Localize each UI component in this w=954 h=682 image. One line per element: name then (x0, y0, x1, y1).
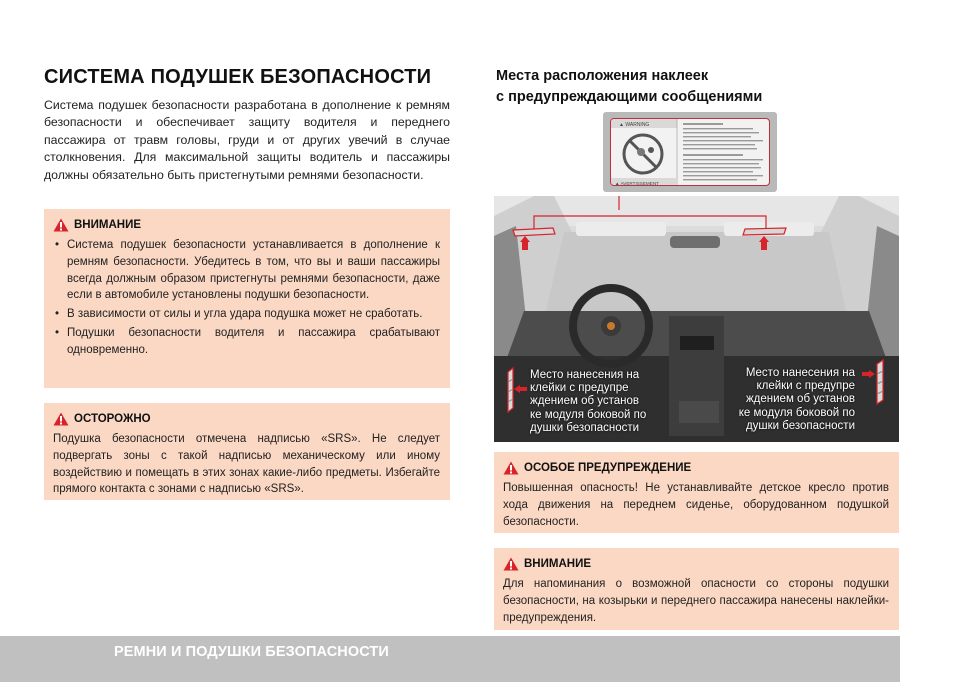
section-heading-line2: с предупреждающими сообщениями (496, 89, 763, 105)
special-warning-title: ОСОБОЕ ПРЕДУПРЕЖДЕНИЕ (524, 462, 692, 474)
attention-box-title: ВНИМАНИЕ (74, 219, 142, 231)
warning-triangle-icon (53, 412, 69, 426)
caption-line: ке модуля боковой по (738, 406, 855, 419)
attention-box-right-header (503, 556, 889, 572)
sticker-header-top: ▲ WARNING (619, 122, 650, 128)
special-warning-header (503, 460, 889, 476)
intro-paragraph: Система подушек безопасности разработана в дополнение к ремням безопасности и обеспечивает защиту водителя и переднего пассажира от травм головы, груди и от других увечий в случае столкновения. Для максимальной защиты водитель и пассажиры должны обязательно быть пристегнутыми ремнями безопасности. (44, 98, 450, 182)
special-warning-text: Повышенная опасность! Не устанавливайте детское кресло против хода движения на переднем сиденье, оборудованном подушкой безопасности. (503, 482, 889, 528)
caution-box (44, 403, 450, 500)
caution-box-title: ОСТОРОЖНО (74, 413, 151, 425)
attention-bullet-list (53, 237, 440, 359)
caption-right-side-airbag (710, 367, 855, 433)
caption-line: Место нанесения на (745, 367, 855, 379)
caption-line: ке модуля боковой по (530, 408, 647, 421)
warning-triangle-icon (503, 461, 519, 475)
caption-line: душки безопасности (745, 419, 855, 432)
warning-triangle-icon (503, 557, 519, 571)
caption-line: клейки с предупре (756, 380, 855, 393)
attention-box-right-text: Для напоминания о возможной опасности со стороны подушки безопасности, на козырьки и переднего пассажира нанесены наклейки-предупреждения. (503, 578, 889, 624)
warning-sticker-image (603, 112, 777, 192)
caption-line: Место нанесения на (530, 369, 640, 381)
section-heading (496, 66, 762, 108)
attention-box-header (53, 217, 440, 233)
warning-triangle-icon (53, 218, 69, 232)
bullet-item: • Система подушек безопасности устанавливается в дополнение к ремням безопасности. Убедитесь в том, что вы и ваши пассажиры всегда должным образом пристегнуты ремнями безопасности, даже если в автомобиле установлены подушки безопасности. (53, 237, 440, 304)
caption-line: душки безопасности (530, 421, 640, 434)
attention-box-right-title: ВНИМАНИЕ (524, 558, 592, 570)
bullet-item: • В зависимости от силы и угла удара подушка может не сработать. (53, 306, 440, 323)
car-interior-photo (494, 196, 899, 442)
attention-box (44, 209, 450, 388)
attention-box-right (494, 548, 899, 630)
page-title: СИСТЕМА ПОДУШЕК БЕЗОПАСНОСТИ (44, 66, 432, 88)
caution-box-header (53, 411, 440, 427)
caption-line: ждением об установ (745, 393, 855, 406)
warning-sticker (610, 118, 770, 186)
caption-line: клейки с предупре (530, 382, 629, 395)
no-child-seat-icon (611, 119, 770, 186)
footer-bar (0, 636, 900, 682)
caption-left-side-airbag (530, 369, 670, 435)
footer-section-title: РЕМНИ И ПОДУШКИ БЕЗОПАСНОСТИ (114, 644, 389, 660)
special-warning-box (494, 452, 899, 533)
caption-line: ждением об установ (530, 395, 640, 408)
caution-box-text: Подушка безопасности отмечена надписью «SRS». Не следует подвергать зоны с такой надписью механическому или иному воздействию и помещать в этих зонах какие-либо предметы. Избегайте прямого контакта с зонами с надписью «SRS». (53, 433, 440, 496)
bullet-item: • Подушки безопасности водителя и пассажира срабатывают одновременно. (53, 325, 440, 359)
sticker-header-bottom: ▲ AVERTISSEMENT (615, 181, 659, 186)
section-heading-line1: Места расположения наклеек (496, 68, 709, 84)
